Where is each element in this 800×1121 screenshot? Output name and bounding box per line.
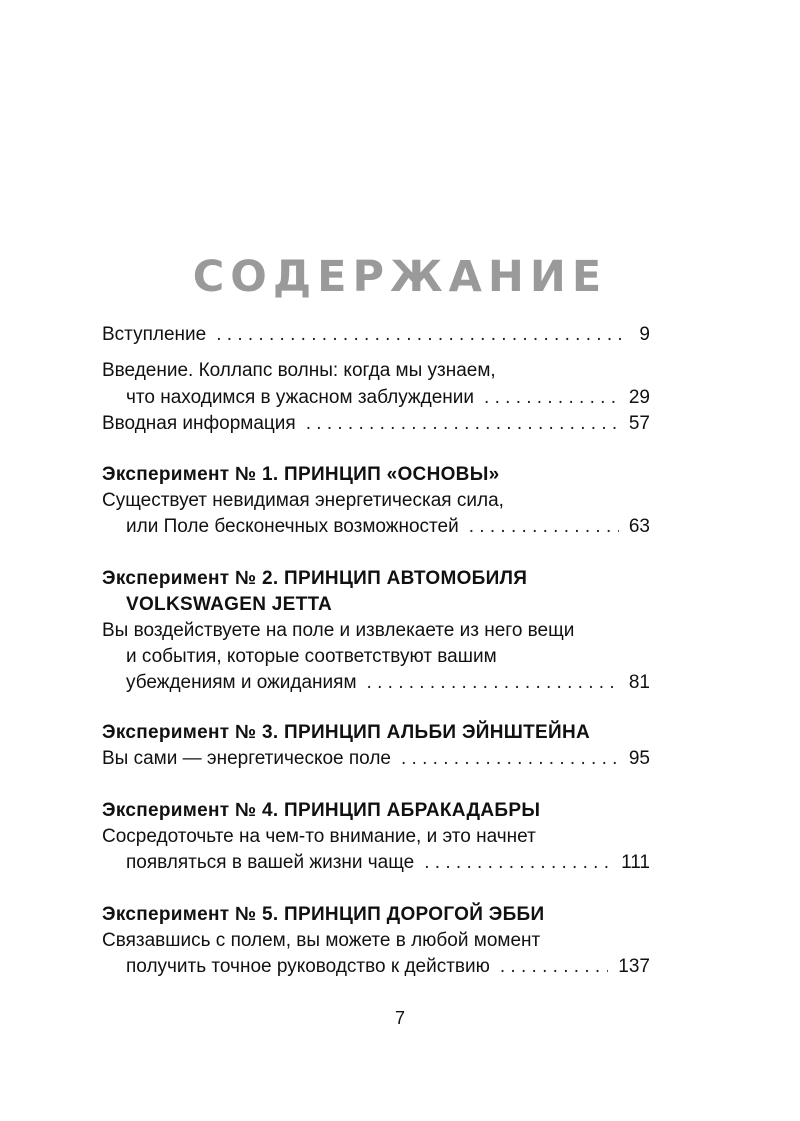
toc-entry-label: получить точное руководство к действию (126, 956, 490, 977)
dot-leader (469, 514, 619, 540)
dot-leader (306, 411, 619, 437)
toc-entry-exp1-line1[interactable]: Существует невидимая энергетическая сила, (102, 490, 504, 511)
toc-entry-exp2[interactable] (102, 670, 650, 696)
toc-entry-exp4-line1[interactable]: Сосредоточьте на чем-то внимание, и это начнет (102, 826, 536, 847)
dot-leader (401, 746, 619, 772)
toc-entry-vvedenie[interactable] (102, 385, 650, 411)
dot-leader (367, 670, 619, 696)
dot-leader (484, 385, 619, 411)
toc-entry-label: Вы сами — энергетическое поле (102, 748, 391, 769)
toc-heading-exp2-cont[interactable]: VOLKSWAGEN JETTA (126, 594, 333, 615)
toc-entry-exp2-line2[interactable]: и события, которые соответствуют вашим (126, 646, 497, 667)
toc-heading-exp4[interactable]: Эксперимент № 4. ПРИНЦИП АБРАКАДАБРЫ (102, 800, 541, 821)
toc-entry-exp3[interactable] (102, 746, 650, 772)
page-number: 9 (639, 324, 650, 345)
dot-leader (500, 954, 608, 980)
page-number: 57 (628, 413, 650, 434)
toc-entry-vvodnaya[interactable] (102, 411, 650, 437)
page-number: 29 (628, 387, 650, 408)
toc-entry-vstuplenie[interactable] (102, 322, 650, 348)
toc-entry-exp4[interactable] (102, 850, 650, 876)
page-folio: 7 (394, 1008, 405, 1028)
toc-entry-label: появляться в вашей жизни чаще (126, 852, 415, 873)
toc-heading-exp5[interactable]: Эксперимент № 5. ПРИНЦИП ДОРОГОЙ ЭББИ (102, 904, 545, 925)
toc-entry-vvedenie-line1[interactable]: Введение. Коллапс волны: когда мы узнаем, (102, 360, 496, 381)
page-number: 95 (628, 748, 650, 769)
page-number: 137 (618, 956, 650, 977)
page-number: 81 (628, 672, 650, 693)
page-number: 63 (628, 516, 650, 537)
toc-title: СОДЕРЖАНИЕ (192, 252, 608, 302)
toc-entry-exp1[interactable] (102, 514, 650, 540)
toc-entry-label: что находимся в ужасном заблуждении (126, 387, 475, 408)
toc-entry-label: Вводная информация (102, 413, 296, 434)
toc-entry-label: или Поле бесконечных возможностей (126, 516, 459, 537)
toc-entry-label: убеждениям и ожиданиям (126, 672, 357, 693)
dot-leader (216, 322, 629, 348)
toc-entry-exp5[interactable] (102, 954, 650, 980)
toc-heading-exp1[interactable]: Эксперимент № 1. ПРИНЦИП «ОСНОВЫ» (102, 464, 500, 485)
toc-heading-exp3[interactable]: Эксперимент № 3. ПРИНЦИП АЛЬБИ ЭЙНШТЕЙНА (102, 722, 591, 743)
toc-entry-exp2-line1[interactable]: Вы воздействуете на поле и извлекаете из него вещи (102, 620, 575, 641)
page-number: 111 (621, 852, 650, 873)
toc-entry-label: Вступление (102, 324, 207, 345)
toc-entry-exp5-line1[interactable]: Связавшись с полем, вы можете в любой момент (102, 930, 541, 951)
dot-leader (424, 850, 611, 876)
toc-heading-exp2[interactable]: Эксперимент № 2. ПРИНЦИП АВТОМОБИЛЯ (102, 568, 528, 589)
